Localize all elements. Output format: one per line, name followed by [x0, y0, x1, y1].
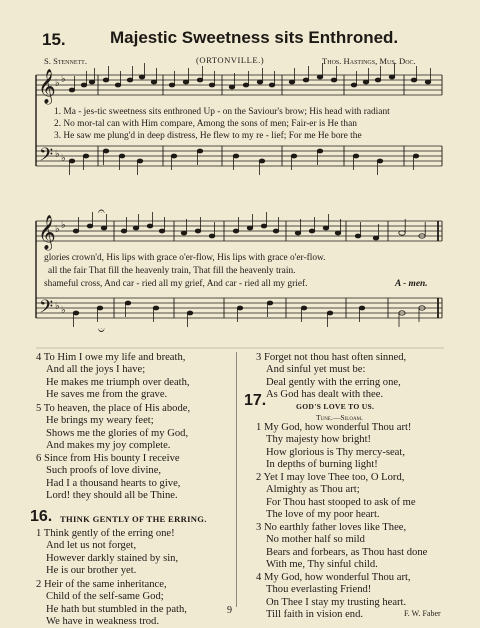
verse-line: 3 No earthly father loves like Thee, [256, 522, 407, 533]
lyric-line: 3. He saw me plung'd in deep distress, He flew to my re - lief; For me He bore the [54, 131, 362, 141]
verse-line: 1 Think gently of the erring one! [36, 528, 175, 539]
verse-line: As God has dealt with thee. [266, 388, 384, 400]
key-flat-icon: ♭ [61, 153, 66, 164]
fermata-icon: 𝄐 [98, 204, 105, 218]
verse-line: The love of my poor heart. [266, 508, 380, 520]
hymn-17-verse-4 [256, 572, 411, 621]
verse-line: We have in weakness trod. [46, 615, 159, 627]
hymn-16-number: 16. [30, 508, 53, 525]
verse-line: 1 My God, how wonderful Thou art! [256, 422, 412, 433]
lyric-line: 1. Ma - jes-tic sweetness sits enthroned Up - on the Saviour's brow; His head with radiant [54, 107, 390, 117]
verse-line: Bears and forbears, as Thou hast done [266, 546, 428, 558]
hymn-15-number: 15. [42, 30, 66, 49]
verse-line: He makes me triumph over death, [46, 376, 190, 388]
verse-line: In depths of burning light! [266, 458, 378, 470]
verse-line: Such proofs of love divine, [46, 465, 162, 477]
system-1-notes [69, 63, 431, 92]
hymn-15-tune: (ORTONVILLE.) [196, 55, 265, 65]
key-flat-icon: ♭ [55, 78, 60, 89]
hymn-16-verse-3 [256, 352, 406, 401]
verse-line: Lord! they should all be Thine. [46, 489, 178, 501]
verse-line: Shows me the glories of my God, [46, 427, 189, 439]
hymn-15-author: S. Stennett. [44, 56, 87, 66]
lyric-line: glories crown'd, His lips with grace o'er-flow, His lips with grace o'er-flow. [44, 253, 326, 263]
treble-staff-1 [36, 75, 442, 95]
verse-line: He saves me from the grave. [46, 388, 168, 400]
verse-line: 2 Yet I may love Thee too, O Lord, [256, 472, 405, 483]
lyric-line: shameful cross, And car - ried all my grief, And car - ried all my grief. [44, 279, 308, 289]
fermata-icon: 𝄑 [98, 323, 105, 337]
amen: A - men. [395, 279, 428, 289]
verse-line: And let us not forget, [46, 540, 137, 552]
hymn-15-title: Majestic Sweetness sits Enthroned. [110, 28, 399, 47]
verse-line: However darkly stained by sin, [46, 552, 179, 564]
key-flat-icon: ♭ [61, 220, 66, 231]
system-2-bass-notes [73, 301, 425, 327]
verse-line: Thou everlasting Friend! [266, 584, 372, 596]
verse-line: Till faith in vision end. [266, 608, 364, 620]
verse-line: With me, Thy sinful child. [266, 558, 378, 570]
lyric-line: all the fair That fill the heavenly train, That fill the heavenly train. [48, 266, 296, 276]
verse-line: 2 Heir of the same inheritance, [36, 579, 167, 590]
bass-clef-icon: 𝄢 [39, 145, 54, 170]
verse-line: 4 My God, how wonderful Thou art, [256, 572, 411, 583]
verse-line: He is our brother yet. [46, 564, 137, 576]
hymn-15-verse-4 [36, 352, 190, 401]
system-1-bass-notes [69, 149, 419, 175]
treble-clef-icon: 𝄞 [38, 69, 56, 104]
column-divider [236, 352, 237, 607]
verse-line: 5 To heaven, the place of His abode, [36, 403, 191, 414]
hymn-17-attribution: F. W. Faber [404, 609, 441, 618]
verse-line: No mother half so mild [266, 534, 365, 546]
verse-line: He brings my weary feet; [46, 415, 154, 427]
verse-line: He hath but stumbled in the path, [46, 603, 187, 615]
page-number: 9 [227, 605, 232, 616]
treble-clef-icon: 𝄞 [38, 215, 56, 250]
hymn-15-verse-5 [36, 403, 190, 452]
verse-line: Almighty as Thou art; [266, 484, 360, 496]
hymn-17-verse-3 [256, 522, 427, 571]
hymn-16-title: THINK GENTLY OF THE ERRING. [60, 514, 207, 524]
verse-line: And makes my joy complete. [46, 439, 171, 451]
hymn-15-verse-6 [36, 453, 180, 502]
verse-line: For Thou hast stooped to ask of me [266, 496, 416, 508]
verse-line: On Thee I stay my trusting heart. [266, 596, 407, 608]
hymn-17-title: GOD'S LOVE TO US. [296, 402, 375, 411]
key-flat-icon: ♭ [55, 149, 60, 160]
hymn-16-verse-1 [36, 528, 178, 577]
verse-line: Had I a thousand hearts to give, [46, 477, 181, 489]
hymn-17-number: 17. [244, 392, 267, 409]
verse-line: 3 Forget not thou hast often sinned, [256, 352, 407, 363]
verse-line: Thy majesty how bright! [266, 434, 372, 446]
verse-line: 6 Since from His bounty I receive [36, 453, 180, 464]
key-flat-icon: ♭ [55, 301, 60, 312]
verse-line: Deal gently with the erring one, [266, 376, 401, 388]
key-flat-icon: ♭ [61, 305, 66, 316]
key-flat-icon: ♭ [61, 74, 66, 85]
verse-line: And sinful yet must be: [266, 364, 366, 376]
verse-line: How glorious is Thy mercy-seat, [266, 446, 405, 458]
hymn-17-verse-1 [256, 422, 411, 471]
bass-clef-icon: 𝄢 [39, 297, 54, 322]
hymn-15-composer: Thos. Hastings, Mus. Doc. [322, 56, 416, 66]
hymn-16-verse-2 [36, 579, 187, 628]
lyric-line: 2. No mor-tal can with Him compare, Among the sons of men; Fair-er is He than [54, 119, 357, 129]
verse-line: 4 To Him I owe my life and breath, [36, 352, 186, 363]
verse-line: Child of the self-same God; [46, 591, 164, 603]
verse-line: And all the joys I have; [46, 364, 146, 376]
hymn-17-tune: Tune.—Siloam. [316, 413, 363, 422]
hymn-17-verse-2 [256, 472, 416, 521]
key-flat-icon: ♭ [55, 224, 60, 235]
